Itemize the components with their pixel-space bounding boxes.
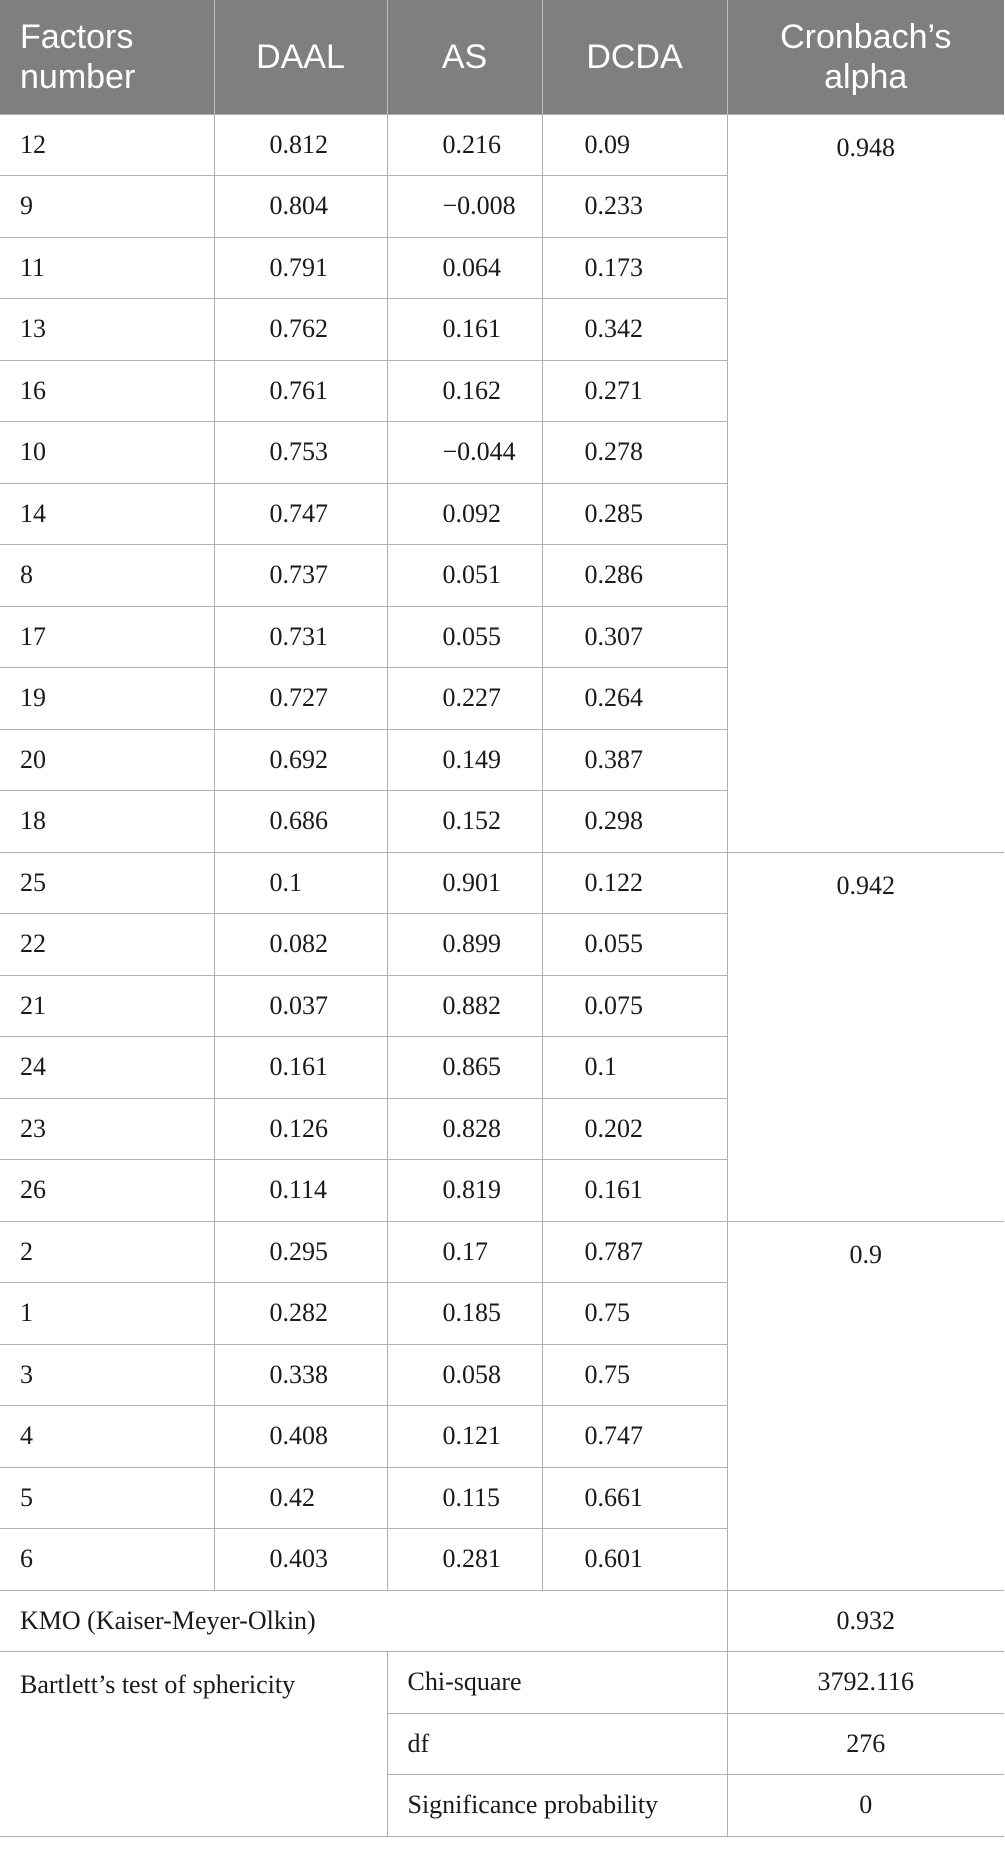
as-cell: 0.152 [387,791,542,853]
as-cell: −0.044 [387,422,542,484]
factor-number-cell: 22 [0,914,214,976]
dcda-cell: 0.271 [542,360,727,422]
bartlett-sub-label: df [387,1713,727,1775]
daal-cell: 0.126 [214,1098,387,1160]
daal-cell: 0.692 [214,729,387,791]
factor-number-cell: 26 [0,1160,214,1222]
factor-number-cell: 12 [0,114,214,176]
daal-cell: 0.037 [214,975,387,1037]
dcda-cell: 0.173 [542,237,727,299]
dcda-cell: 0.278 [542,422,727,484]
dcda-cell: 0.055 [542,914,727,976]
factor-number-cell: 11 [0,237,214,299]
as-cell: 0.115 [387,1467,542,1529]
daal-cell: 0.161 [214,1037,387,1099]
dcda-cell: 0.286 [542,545,727,607]
header-factors-number: Factors number [0,0,214,114]
daal-cell: 0.753 [214,422,387,484]
dcda-cell: 0.233 [542,176,727,238]
daal-cell: 0.403 [214,1529,387,1591]
as-cell: 0.882 [387,975,542,1037]
as-cell: 0.901 [387,852,542,914]
dcda-cell: 0.387 [542,729,727,791]
daal-cell: 0.338 [214,1344,387,1406]
dcda-cell: 0.122 [542,852,727,914]
factor-number-cell: 20 [0,729,214,791]
dcda-cell: 0.161 [542,1160,727,1222]
as-cell: 0.161 [387,299,542,361]
as-cell: 0.227 [387,668,542,730]
bartlett-row [0,1652,1004,1714]
table-row [0,114,1004,176]
cronbach-alpha-cell: 0.942 [727,852,1004,1221]
dcda-cell: 0.285 [542,483,727,545]
daal-cell: 0.747 [214,483,387,545]
daal-cell: 0.762 [214,299,387,361]
factor-number-cell: 21 [0,975,214,1037]
dcda-cell: 0.601 [542,1529,727,1591]
dcda-cell: 0.202 [542,1098,727,1160]
dcda-cell: 0.1 [542,1037,727,1099]
daal-cell: 0.761 [214,360,387,422]
kmo-row [0,1590,1004,1652]
daal-cell: 0.42 [214,1467,387,1529]
daal-cell: 0.727 [214,668,387,730]
factor-number-cell: 16 [0,360,214,422]
bartlett-value: 3792.116 [727,1652,1004,1714]
cronbach-alpha-cell: 0.948 [727,114,1004,852]
dcda-cell: 0.264 [542,668,727,730]
dcda-cell: 0.342 [542,299,727,361]
daal-cell: 0.082 [214,914,387,976]
as-cell: 0.281 [387,1529,542,1591]
table-body [0,114,1004,1836]
factor-number-cell: 18 [0,791,214,853]
factor-number-cell: 3 [0,1344,214,1406]
daal-cell: 0.1 [214,852,387,914]
factor-number-cell: 8 [0,545,214,607]
factor-number-cell: 17 [0,606,214,668]
as-cell: 0.17 [387,1221,542,1283]
as-cell: 0.092 [387,483,542,545]
as-cell: 0.185 [387,1283,542,1345]
daal-cell: 0.295 [214,1221,387,1283]
as-cell: 0.819 [387,1160,542,1222]
as-cell: 0.055 [387,606,542,668]
daal-cell: 0.731 [214,606,387,668]
as-cell: 0.064 [387,237,542,299]
factor-number-cell: 4 [0,1406,214,1468]
as-cell: 0.899 [387,914,542,976]
as-cell: 0.149 [387,729,542,791]
daal-cell: 0.686 [214,791,387,853]
factor-number-cell: 1 [0,1283,214,1345]
as-cell: −0.008 [387,176,542,238]
factor-number-cell: 2 [0,1221,214,1283]
header-cronbach-alpha: Cronbach’s alpha [727,0,1004,114]
factor-number-cell: 5 [0,1467,214,1529]
bartlett-value: 276 [727,1713,1004,1775]
header-daal: DAAL [214,0,387,114]
daal-cell: 0.282 [214,1283,387,1345]
table-row [0,1221,1004,1283]
factor-number-cell: 9 [0,176,214,238]
dcda-cell: 0.75 [542,1344,727,1406]
dcda-cell: 0.75 [542,1283,727,1345]
daal-cell: 0.791 [214,237,387,299]
bartlett-label: Bartlett’s test of sphericity [0,1652,387,1837]
header-row [0,0,1004,114]
header-dcda: DCDA [542,0,727,114]
cronbach-alpha-cell: 0.9 [727,1221,1004,1590]
daal-cell: 0.114 [214,1160,387,1222]
dcda-cell: 0.661 [542,1467,727,1529]
dcda-cell: 0.307 [542,606,727,668]
daal-cell: 0.804 [214,176,387,238]
factor-number-cell: 25 [0,852,214,914]
factor-number-cell: 23 [0,1098,214,1160]
as-cell: 0.828 [387,1098,542,1160]
factor-number-cell: 13 [0,299,214,361]
as-cell: 0.058 [387,1344,542,1406]
kmo-label: KMO (Kaiser-Meyer-Olkin) [0,1590,727,1652]
factor-number-cell: 24 [0,1037,214,1099]
dcda-cell: 0.075 [542,975,727,1037]
dcda-cell: 0.787 [542,1221,727,1283]
header-as: AS [387,0,542,114]
table-row [0,852,1004,914]
factor-number-cell: 10 [0,422,214,484]
dcda-cell: 0.747 [542,1406,727,1468]
factor-number-cell: 6 [0,1529,214,1591]
bartlett-sub-label: Significance probability [387,1775,727,1837]
dcda-cell: 0.09 [542,114,727,176]
as-cell: 0.162 [387,360,542,422]
as-cell: 0.121 [387,1406,542,1468]
kmo-value: 0.932 [727,1590,1004,1652]
daal-cell: 0.737 [214,545,387,607]
as-cell: 0.051 [387,545,542,607]
dcda-cell: 0.298 [542,791,727,853]
daal-cell: 0.408 [214,1406,387,1468]
as-cell: 0.216 [387,114,542,176]
bartlett-value: 0 [727,1775,1004,1837]
as-cell: 0.865 [387,1037,542,1099]
factor-number-cell: 14 [0,483,214,545]
bartlett-sub-label: Chi-square [387,1652,727,1714]
factor-number-cell: 19 [0,668,214,730]
daal-cell: 0.812 [214,114,387,176]
